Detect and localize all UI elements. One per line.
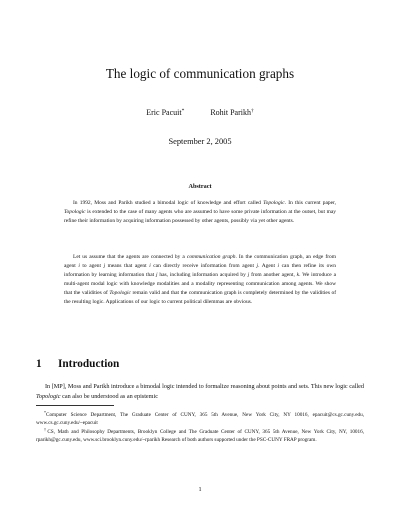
footnote-mark: † [44, 427, 48, 432]
section-number: 1 [36, 358, 42, 370]
footnote-divider [36, 405, 114, 406]
footnote-1 [36, 409, 364, 428]
section-heading [36, 358, 119, 370]
author-name: Eric Pacuit [146, 108, 182, 117]
footnote-mark: * [44, 410, 46, 415]
footnote-text: CS, Math and Philosophy Departments, Brooklyn College and The Graduate Center of CUNY, 365 5th Avenue, New York City, NY, 10016, rparikh@gc.cuny.edu, www.sci.brooklyn.cuny.edu/~rparikh Research of both authors supported under the PSC-CUNY FRAP program. [36, 429, 365, 443]
abstract-paragraph-1: In 1992, Moss and Parikh studied a bimodal logic of knowledge and effort called Topologic. In this current paper, Topologic is extended to the case of many agents who are assumed to have some private information at the outset, but may refine their information by acquiring information possessed by other agents, possibly via yet other agents. [64, 200, 337, 224]
page-number: 1 [198, 486, 202, 493]
abstract-paragraph-2: Let us assume that the agents are connected by a communication graph. In the communication graph, an edge from agent i to agent j means that agent i can directly receive information from agent j. Agent i can then refine its own information by learning information that j has, including information acquired by j from another agent, k. We introduce a multi-agent modal logic with knowledge modalities and a modality representing communication among agents. We show that the validities of Topologic remain valid and that the communication graph is completely determined by the validities of the resulting logic. Applications of our logic to current political dilemmas are obvious. [64, 254, 336, 305]
paper-title: The logic of communication graphs [105, 66, 295, 81]
author-footnote-mark: † [251, 108, 254, 114]
abstract-heading: Abstract [188, 183, 212, 190]
paper-date: September 2, 2005 [168, 137, 232, 146]
author-pacuit [146, 108, 184, 117]
author-list [0, 108, 400, 117]
author-name: Rohit Parikh [210, 108, 251, 117]
footnote-2 [36, 426, 364, 445]
author-parikh [210, 108, 253, 117]
footnote-text: Computer Science Department, The Graduate Center of CUNY, 365 5th Avenue, New York City, NY 10016, epacuit@cs.gc.cuny.edu, www.cs.gc.cuny.edu/~epacuit [36, 412, 364, 426]
author-footnote-mark: * [181, 108, 185, 114]
section-title: Introduction [58, 358, 120, 370]
intro-paragraph: In [MP], Moss and Parikh introduce a bimodal logic intended to formalize reasoning about points and sets. This new logic called Topologic can also be understood as an epistemic [36, 383, 364, 400]
